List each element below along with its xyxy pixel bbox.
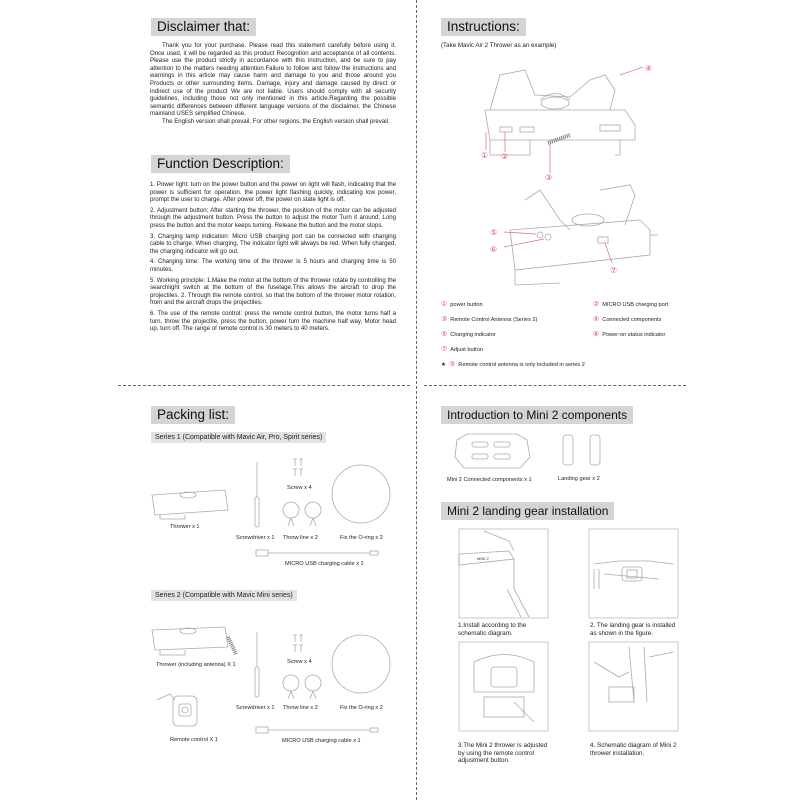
legend-item [593,300,668,308]
function-item: 1. Power light: turn on the power button and the power on light will flash, indicating that the power is sufficient for operation. the power light flashing quickly, indicating low power, prompt the user to charge. After power off, the power on state light is off. [150,181,396,204]
series1-cable-label: MICRO USB charging cable x 1 [285,561,364,567]
disclaimer-title: Disclaimer that: [151,18,256,36]
series2-throw-line-illustration [283,673,323,705]
disclaimer-paragraph: Thank you for your purchase. Please read this statement carefully before using it. Once used, it will be regarded as this product Recognition and acceptance of all contents. Please use the product strictly in accordance with this instruction, and be sure to pay attention to the matters needing attention.Failure to follow and follow the instructions and warnings in this article may cause harm and damage to you and those around you Products or other surrounding items. Damage, injury and damage caused by direct or indirect use of the product We are not liable. Users should comply with all security guidelines, including those not only mentioned in this article.Regarding the possible semantic differences between different language versions of the disclaimer, the Chinese mainland USES simplified Chinese. [150,42,396,118]
series1-title: Series 1 (Compatible with Mavic Air, Pro, Spirit series) [151,432,326,443]
legend-num: ③ [449,361,456,368]
legend-note [441,360,585,368]
legend-item [441,315,537,323]
function-item: 5. Working principle: 1.Make the motor at the bottom of the thrower rotate by controlling the searchlight switch at the bottom of the fuselage.This allows the aircraft to drop the projectiles. 2. Through the remote control, so that the bottom of the thrower motor rotation, from and the aircraft drops the projectiles. [150,276,396,307]
step3-illustration [459,642,549,732]
legend-num: ③ [441,316,448,323]
legend-item [593,330,665,338]
callout-4: ④ [645,64,653,73]
series2-cable-illustration [255,725,385,735]
series2-title: Series 2 (Compatible with Mavic Mini series) [151,590,297,601]
disclaimer-text [150,42,396,126]
instructions-title: Instructions: [441,18,526,36]
callout-7: ⑦ [610,266,618,275]
callout-6: ⑥ [490,245,498,254]
vertical-divider [416,0,417,800]
mini2-components-title: Introduction to Mini 2 components [441,406,633,424]
legend-num: ① [441,301,448,308]
star-icon: ★ [441,362,447,368]
function-item: 4. Charging time: The working time of the thrower is 5 hours and charging time is 50 minutes. [150,258,396,273]
legend-label: Power-on status indicator [602,332,666,338]
series2-remote-illustration [155,690,200,730]
legend-note-text: Remote control antenna is only included in series 2 [458,362,585,368]
callout-5: ⑤ [490,228,498,237]
legend-item [441,330,496,338]
series1-screwdriver-label: Screwdriver x 1 [236,535,275,541]
mini2-installation-title: Mini 2 landing gear installation [441,502,614,520]
series1-screw-label: Screw x 4 [287,485,312,491]
series2-remote-label: Remote control X 1 [170,737,218,743]
series2-oring-illustration [330,633,392,695]
series2-throw-line-label: Throw line x 2 [283,705,318,711]
function-item: 6. The use of the remote control: press the remote control button, the motor turns half a turn, throw the projectile, press the button, power turn the machine half way, Motor head up, turn off. The range of remote control is 30 meters to 40 meters. [150,309,396,333]
series1-oring-label: Fix the O-ring x 2 [340,535,383,541]
legend-num: ② [593,301,600,308]
series1-thrower-illustration [150,485,230,520]
packing-list-title: Packing list: [151,406,235,424]
series2-screw-label: Screw x 4 [287,659,312,665]
step1-caption: 1.Install according to the schematic diagram. [458,622,527,637]
mini2-connected-components-illustration [452,432,534,472]
legend-label: Remote Control Antenna (Series 2) [450,317,538,323]
step1-illustration [459,529,549,619]
series2-cable-label: MICRO USB charging cable x 1 [282,738,361,744]
series2-screws-illustration [292,634,312,654]
series2-screwdriver-illustration [252,632,262,702]
legend-num: ⑤ [441,331,448,338]
thrower-diagram-top [470,55,660,175]
horizontal-divider-right [424,385,686,386]
legend-label: MICRO USB charging port [602,302,669,308]
legend-label: power button [450,302,483,308]
callout-3: ③ [545,173,553,182]
thrower-diagram-bottom [470,175,660,290]
step4-illustration [589,642,679,732]
function-description-list [150,181,396,336]
horizontal-divider-left [118,385,410,386]
function-item: 2. Adjustment button: After starting the thrower, the position of the motor can be adjusted through the adjustment button. Press the button to adjust the motor Turn it around; Long press the button and the motor keeps turning. Release the button and the motor stops. [150,206,396,229]
series2-screwdriver-label: Screwdriver x 1 [236,705,275,711]
series2-thrower-illustration [150,622,240,657]
legend-label: Charging indicator [450,332,496,338]
callout-2: ② [501,152,509,161]
series1-screwdriver-illustration [252,462,262,532]
legend-label: Adjust button [450,347,483,353]
legend-item [441,345,483,353]
series1-cable-illustration [255,548,385,558]
step2-caption: 2. The landing gear is installed as shown in the figure. [590,622,676,637]
callout-1: ① [481,151,489,160]
instructions-subtitle: (Take Mavic Air 2 Thrower as an example) [441,42,557,49]
mini2-landing-label: Landing gear x 2 [558,476,600,482]
series1-screws-illustration [292,458,312,478]
series1-throw-line-illustration [283,500,323,532]
legend-num: ④ [593,316,600,323]
step3-caption: 3.The Mini 2 thrower is adjusted by using the remote control adjustment button. [458,742,548,765]
mini2-landing-gear-illustration [560,432,610,468]
function-description-title: Function Description: [151,155,290,173]
series2-oring-label: Fix the O-ring x 2 [340,705,383,711]
drone-label: MINI 2 [477,556,489,561]
step2-illustration [589,529,679,619]
series1-oring-illustration [330,463,392,525]
step4-caption: 4. Schematic diagram of Mini 2 thrower installation. [590,742,677,757]
legend-label: Connected components [602,317,662,323]
legend-item [441,300,483,308]
mini2-connected-label: Mini 2 Connected components x 1 [447,477,532,483]
legend-item [593,315,661,323]
series1-throw-line-label: Throw line x 2 [283,535,318,541]
function-item: 3. Charging lamp indication: Micro USB charging port can be connected with charging cable to charge. When charging, The indicator light will always be red. When fully charged, the charging indicator will go out. [150,232,396,255]
series1-thrower-label: Thrower x 1 [170,524,200,530]
disclaimer-paragraph: The English version shall prevail. For other regions, the English version shall prevail. [162,117,390,125]
series2-thrower-label: Thrower (including antenna) X 1 [156,662,236,668]
legend-num: ⑥ [593,331,600,338]
legend-num: ⑦ [441,346,448,353]
